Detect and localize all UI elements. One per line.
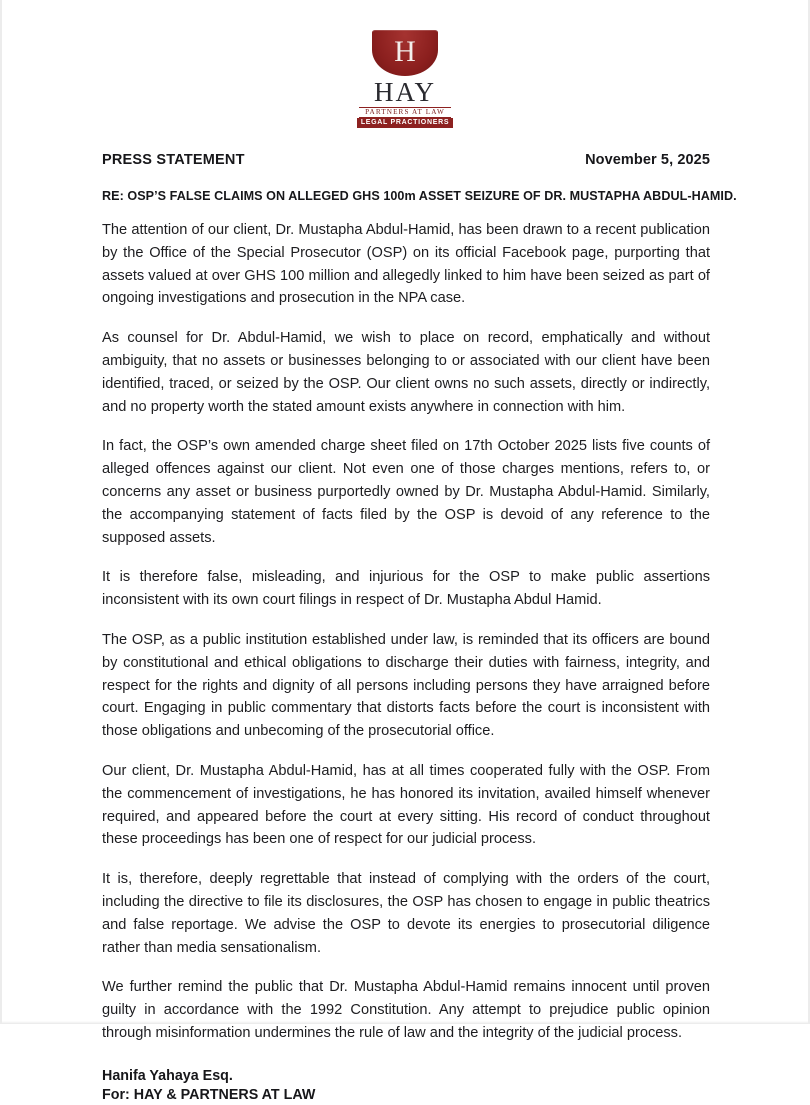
- paragraph: It is, therefore, deeply regrettable that instead of complying with the orders of the court, including the directive to file its disclosures, the OSP has chosen to engage in public theatrics and false reportage. We advise the OSP to devote its energies to prosecutorial diligence rather than media sensationalism.: [102, 871, 710, 956]
- shield-crest-icon: [372, 30, 438, 76]
- signatory-name: Hanifa Yahaya Esq.: [102, 1067, 233, 1084]
- signatory-firm: For: HAY & PARTNERS AT LAW: [102, 1086, 316, 1103]
- press-statement-label: PRESS STATEMENT: [102, 152, 245, 168]
- paragraph: It is therefore false, misleading, and injurious for the OSP to make public assertions inconsistent with its own court filings in respect of Dr. Mustapha Abdul Hamid.: [102, 569, 710, 609]
- paragraph: We further remind the public that Dr. Mustapha Abdul-Hamid remains innocent until proven guilty in accordance with the 1992 Constitution. Any attempt to prejudice public opinion through misinformation undermines the rule of law and the integrity of the judicial process.: [102, 979, 710, 1041]
- signature-block: [102, 1067, 710, 1105]
- statement-date: November 5, 2025: [585, 152, 710, 168]
- paragraph: Our client, Dr. Mustapha Abdul-Hamid, has at all times cooperated fully with the OSP. From the commencement of investigations, he has honored its invitation, availed himself whenever required, and appeared before the court at every sitting. His record of conduct throughout these proceedings has been one of respect for our judicial process.: [102, 762, 710, 848]
- firm-tagline-primary: PARTNERS AT LAW: [365, 108, 445, 116]
- paragraph: The attention of our client, Dr. Mustapha Abdul-Hamid, has been drawn to a recent publication by the Office of the Special Prosecutor (OSP) on its official Facebook page, purporting that assets valued at over GHS 100 million and allegedly linked to him have been seized as part of ongoing investigations and prosecution in the NPA case.: [102, 222, 710, 307]
- letterhead: [2, 0, 808, 128]
- firm-tagline-secondary: LEGAL PRACTIONERS: [357, 118, 453, 128]
- firm-logo: [353, 30, 457, 128]
- crest-initial: H: [394, 35, 416, 68]
- body-paragraphs: [102, 219, 710, 1045]
- firm-wordmark: HAY: [373, 77, 437, 107]
- document-meta-row: [102, 152, 710, 168]
- document-content: [2, 152, 808, 1105]
- wordmark-rules: [359, 107, 451, 128]
- paragraph: The OSP, as a public institution established under law, is reminded that its officers are bound by constitutional and ethical obligations to discharge their duties with fairness, integrity, and respect for the rights and dignity of all persons including persons they have arraigned before court. Engaging in public commentary that distorts facts before the court is inconsistent with those obligations and unbecoming of the prosecutorial office.: [102, 631, 710, 740]
- paragraph: In fact, the OSP’s own amended charge sheet filed on 17th October 2025 lists five counts of alleged offences against our client. Not even one of those charges mentions, refers to, or concerns any asset or business purportedly owned by Dr. Mustapha Abdul-Hamid. Similarly, the accompanying statement of facts filed by the OSP is devoid of any reference to the supposed assets.: [102, 438, 710, 546]
- subject-line: RE: OSP’S FALSE CLAIMS ON ALLEGED GHS 100m ASSET SEIZURE OF DR. MUSTAPHA ABDUL-HAMID.: [102, 189, 737, 203]
- paragraph: As counsel for Dr. Abdul-Hamid, we wish to place on record, emphatically and without ambiguity, that no assets or businesses belonging to or associated with our client have been identified, traced, or seized by the OSP. Our client owns no such assets, directly or indirectly, and no property worth the stated amount exists anywhere in connection with him.: [102, 330, 710, 415]
